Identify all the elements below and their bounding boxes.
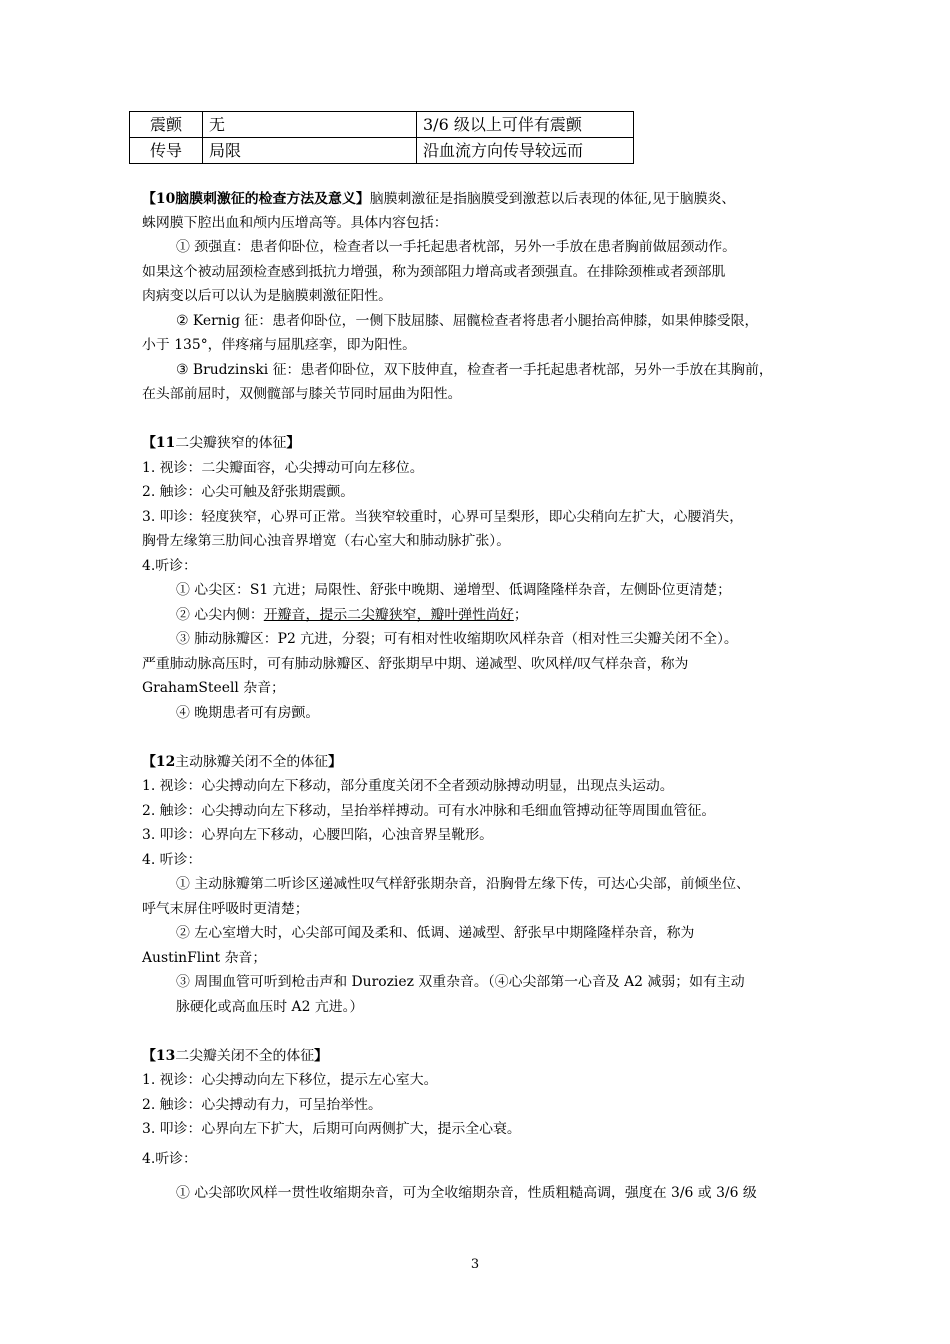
text-line: 如果这个被动屈颈检查感到抵抗力增强，称为颈部阻力增高或者颈强直。在排除颈椎或者颈部肌 bbox=[142, 264, 726, 280]
table-cell: 传导 bbox=[130, 138, 203, 164]
text-line: 1. 视诊：二尖瓣面容，心尖搏动可向左移位。 bbox=[142, 460, 424, 476]
text-line: 4. 听诊： bbox=[142, 852, 202, 868]
section-10-heading: 【10脑膜刺激征的检查方法及意义】脑膜刺激征是指脑膜受到激惹以后表现的体征,见于脑膜炎、 bbox=[142, 191, 736, 207]
text-line: 4.听诊： bbox=[142, 1151, 197, 1167]
text-line: 1. 视诊：心尖搏动向左下移位，提示左心室大。 bbox=[142, 1072, 438, 1088]
section-12-heading: 【12主动脉瓣关闭不全的体征】 bbox=[142, 754, 342, 770]
table-cell: 沿血流方向传导较远而 bbox=[417, 138, 634, 164]
table-cell: 无 bbox=[203, 112, 417, 138]
table-cell: 3/6 级以上可伴有震颤 bbox=[417, 112, 634, 138]
page-number: 3 bbox=[470, 1257, 480, 1272]
section-10-intro: 脑膜刺激征是指脑膜受到激惹以后表现的体征,见于脑膜炎、 bbox=[369, 191, 736, 207]
text-line: GrahamSteell 杂音； bbox=[142, 680, 285, 696]
text-line: ① 主动脉瓣第二听诊区递减性叹气样舒张期杂音，沿胸骨左缘下传，可达心尖部，前倾坐位、 bbox=[176, 876, 750, 892]
text-line: ① 颈强直：患者仰卧位，检查者以一手托起患者枕部，另外一手放在患者胸前做屈颈动作。 bbox=[176, 239, 737, 255]
text-line: ① 心尖区：S1 亢进；局限性、舒张中晚期、递增型、低调隆隆样杂音，左侧卧位更清楚； bbox=[176, 582, 732, 598]
text-line: 呼气末屏住呼吸时更清楚； bbox=[142, 901, 309, 917]
text-line: ② 心尖内侧：开瓣音，提示二尖瓣狭窄，瓣叶弹性尚好； bbox=[176, 607, 528, 623]
text-line: 3. 叩诊：心界向左下扩大，后期可向两侧扩大，提示全心衰。 bbox=[142, 1121, 521, 1137]
table-row bbox=[130, 138, 634, 164]
section-11-heading: 【11二尖瓣狭窄的体征】 bbox=[142, 435, 301, 451]
text-line: 1. 视诊：心尖搏动向左下移动，部分重度关闭不全者颈动脉搏动明显，出现点头运动。 bbox=[142, 778, 674, 794]
text-line: 2. 触诊：心尖可触及舒张期震颤。 bbox=[142, 484, 355, 500]
underlined-text: 开瓣音，提示二尖瓣狭窄，瓣叶弹性尚好 bbox=[263, 607, 514, 623]
text-line: 脉硬化或高血压时 A2 亢进。） bbox=[176, 999, 364, 1015]
text-line: 3. 叩诊：轻度狭窄，心界可正常。当狭窄较重时，心界可呈梨形，即心尖稍向左扩大，心腰消失， bbox=[142, 509, 744, 525]
text-line: 严重肺动脉高压时，可有肺动脉瓣区、舒张期早中期、递减型、吹风样/叹气样杂音，称为 bbox=[142, 656, 689, 672]
text-line: 在头部前屈时，双侧髋部与膝关节同时屈曲为阳性。 bbox=[142, 386, 462, 402]
text-line: ③ Brudzinski 征：患者仰卧位，双下肢伸直，检查者一手托起患者枕部，另外一手放在其胸前， bbox=[176, 362, 773, 378]
table-cell: 局限 bbox=[203, 138, 417, 164]
text-line: ② 左心室增大时，心尖部可闻及柔和、低调、递减型、舒张早中期隆隆样杂音，称为 bbox=[176, 925, 695, 941]
table-row bbox=[130, 112, 634, 138]
comparison-table bbox=[129, 111, 634, 164]
text-line: ③ 周围血管可听到枪击声和 Duroziez 双重杂音。（④心尖部第一心音及 A2 减弱；如有主动 bbox=[176, 974, 745, 990]
text-line: ④ 晚期患者可有房颤。 bbox=[176, 705, 320, 721]
text-line: 小于 135°，伴疼痛与屈肌痉挛，即为阳性。 bbox=[142, 337, 417, 353]
text-line: 胸骨左缘第三肋间心浊音界增宽（右心室大和肺动脉扩张）。 bbox=[142, 533, 511, 549]
text-line: 2. 触诊：心尖搏动有力，可呈抬举性。 bbox=[142, 1097, 382, 1113]
text-line: 3. 叩诊：心界向左下移动，心腰凹陷，心浊音界呈靴形。 bbox=[142, 827, 494, 843]
table-cell: 震颤 bbox=[130, 112, 203, 138]
text-line: 2. 触诊：心尖搏动向左下移动，呈抬举样搏动。可有水冲脉和毛细血管搏动征等周围血管征。 bbox=[142, 803, 716, 819]
text-line: 肉病变以后可以认为是脑膜刺激征阳性。 bbox=[142, 288, 393, 304]
text-line: 蛛网膜下腔出血和颅内压增高等。具体内容包括： bbox=[142, 215, 448, 231]
text-line: ① 心尖部吹风样一贯性收缩期杂音，可为全收缩期杂音，性质粗糙高调，强度在 3/6 或 3/6 级 bbox=[176, 1185, 757, 1201]
text-line: 4.听诊： bbox=[142, 558, 197, 574]
text-line: ③ 肺动脉瓣区：P2 亢进，分裂；可有相对性收缩期吹风样杂音（相对性三尖瓣关闭不全）。 bbox=[176, 631, 738, 647]
section-13-heading: 【13二尖瓣关闭不全的体征】 bbox=[142, 1048, 329, 1064]
text-line: AustinFlint 杂音； bbox=[142, 950, 267, 966]
text-line: ② Kernig 征：患者仰卧位，一侧下肢屈膝、屈髋检查者将患者小腿抬高伸膝，如果伸膝受限， bbox=[176, 313, 759, 329]
